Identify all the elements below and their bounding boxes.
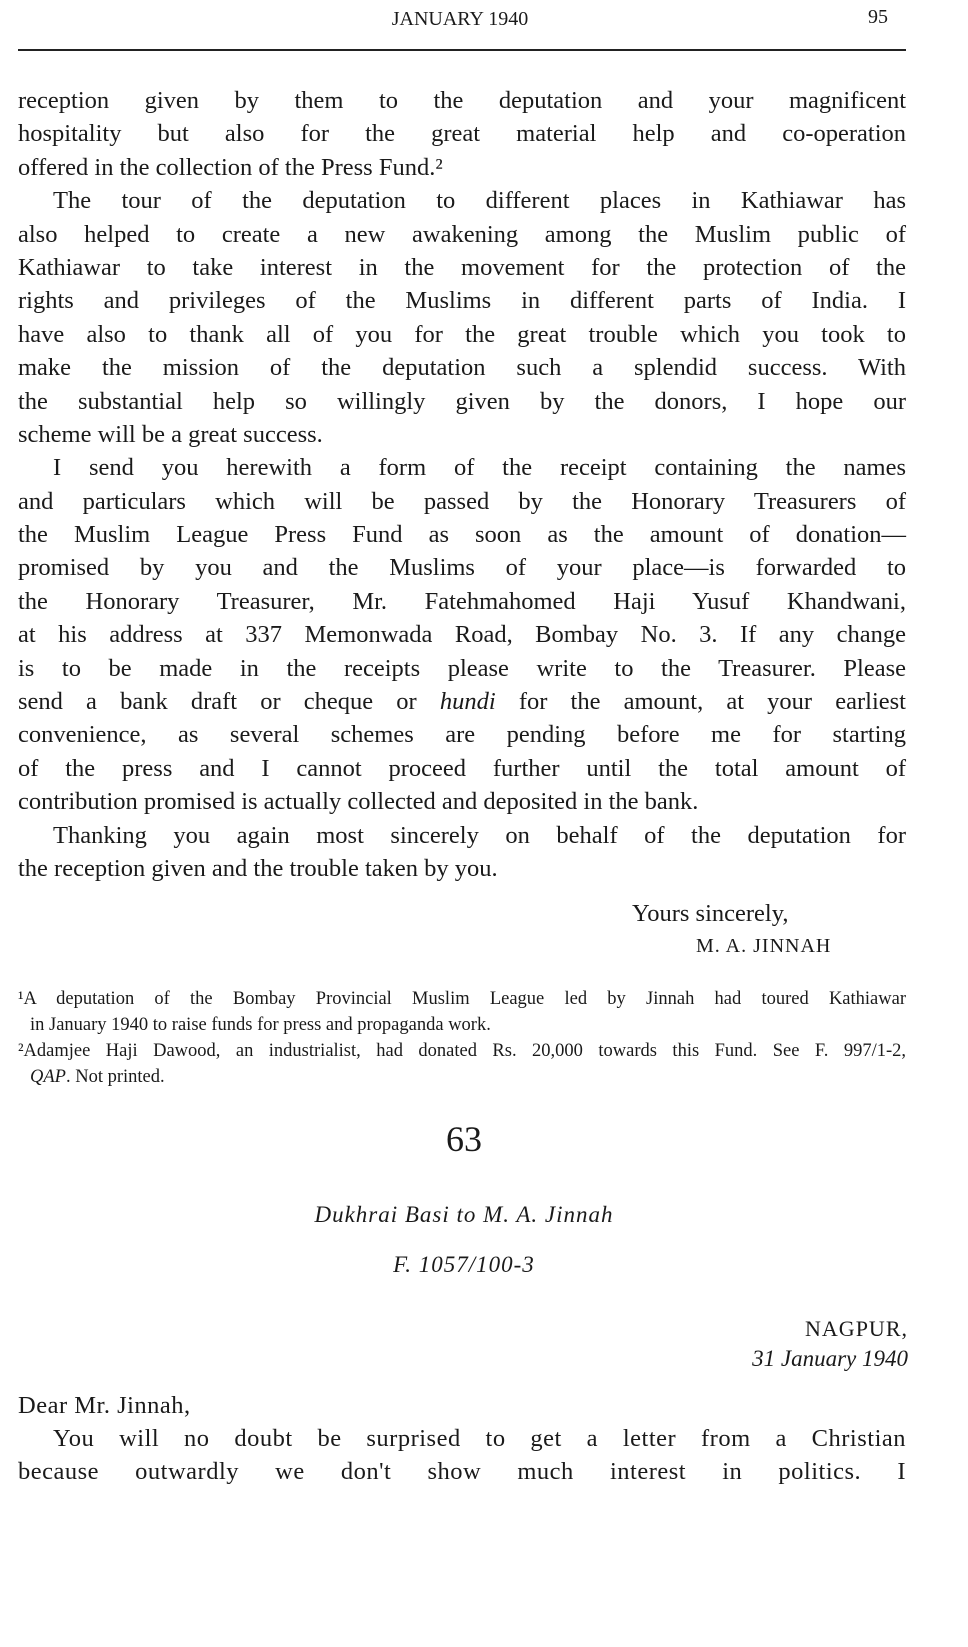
footnote-line: ¹A deputation of the Bombay Provincial Muslim League led by Jinnah had toured Kathiawar — [18, 989, 906, 1009]
text-line: also helped to create a new awakening among the Muslim public of — [18, 220, 906, 248]
header-rule — [18, 49, 906, 51]
text-line: contribution promised is actually collected and deposited in the bank. — [18, 788, 699, 816]
footnote-line: in January 1940 to raise funds for press and propaganda work. — [30, 1015, 491, 1035]
text-line: reception given by them to the deputation and your magnificent — [18, 87, 906, 114]
text-line: because outwardly we don't show much interest in politics. I — [18, 1458, 906, 1485]
text-line: at his address at 337 Memonwada Road, Bombay No. 3. If any change — [18, 621, 906, 649]
text-line: Thanking you again most sincerely on behalf of the deputation for — [53, 821, 906, 849]
running-title: JANUARY 1940 — [391, 8, 529, 30]
text-line: I send you herewith a form of the receipt containing the names — [53, 454, 906, 482]
text-line: scheme will be a great success. — [18, 420, 323, 448]
text-line: convenience, as several schemes are pending before me for starting — [18, 721, 906, 749]
salutation: Dear Mr. Jinnah, — [18, 1392, 191, 1419]
text-line: send a bank draft or cheque or hundi for the amount, at your earliest — [18, 688, 906, 716]
text-line: offered in the collection of the Press Fund.² — [18, 153, 443, 181]
signature: M. A. JINNAH — [696, 935, 832, 957]
letter-body — [18, 84, 906, 885]
text-line: of the press and I cannot proceed further until the total amount of — [18, 754, 906, 782]
document-number: 63 — [446, 1119, 482, 1159]
document-heading: Dukhrai Basi to M. A. Jinnah — [314, 1202, 614, 1227]
text-line: the Muslim League Press Fund as soon as the amount of donation— — [18, 521, 906, 549]
text-line: the substantial help so willingly given by the donors, I hope our — [18, 387, 906, 415]
page-number: 95 — [868, 6, 888, 28]
text-line: promised by you and the Muslims of your place—is forwarded to — [18, 554, 906, 582]
text-line: rights and privileges of the Muslims in different parts of India. I — [18, 287, 906, 315]
next-letter — [18, 1389, 906, 1488]
closing: Yours sincerely, — [632, 900, 789, 927]
letter-date: 31 January 1940 — [752, 1346, 908, 1371]
text-line: the reception given and the trouble taken by you. — [18, 854, 498, 882]
text-line: The tour of the deputation to different places in Kathiawar has — [53, 187, 906, 215]
letter-place: NAGPUR, — [805, 1316, 908, 1341]
footnote-line: QAP. Not printed. — [30, 1067, 165, 1087]
text-line: You will no doubt be surprised to get a letter from a Christian — [53, 1425, 906, 1452]
document-reference: F. 1057/100-3 — [393, 1252, 535, 1277]
footnote-line: ²Adamjee Haji Dawood, an industrialist, had donated Rs. 20,000 towards this Fund. See F. 997/1-2, — [18, 1041, 906, 1061]
text-line: is to be made in the receipts please write to the Treasurer. Please — [18, 654, 906, 682]
footnotes — [18, 986, 906, 1090]
text-line: the Honorary Treasurer, Mr. Fatehmahomed Haji Yusuf Khandwani, — [18, 587, 906, 615]
text-line: have also to thank all of you for the great trouble which you took to — [18, 320, 906, 348]
text-line: and particulars which will be passed by the Honorary Treasurers of — [18, 487, 906, 515]
text-line: hospitality but also for the great material help and co-operation — [18, 120, 906, 148]
text-line: make the mission of the deputation such a splendid success. With — [18, 354, 906, 382]
text-line: Kathiawar to take interest in the movement for the protection of the — [18, 253, 906, 281]
